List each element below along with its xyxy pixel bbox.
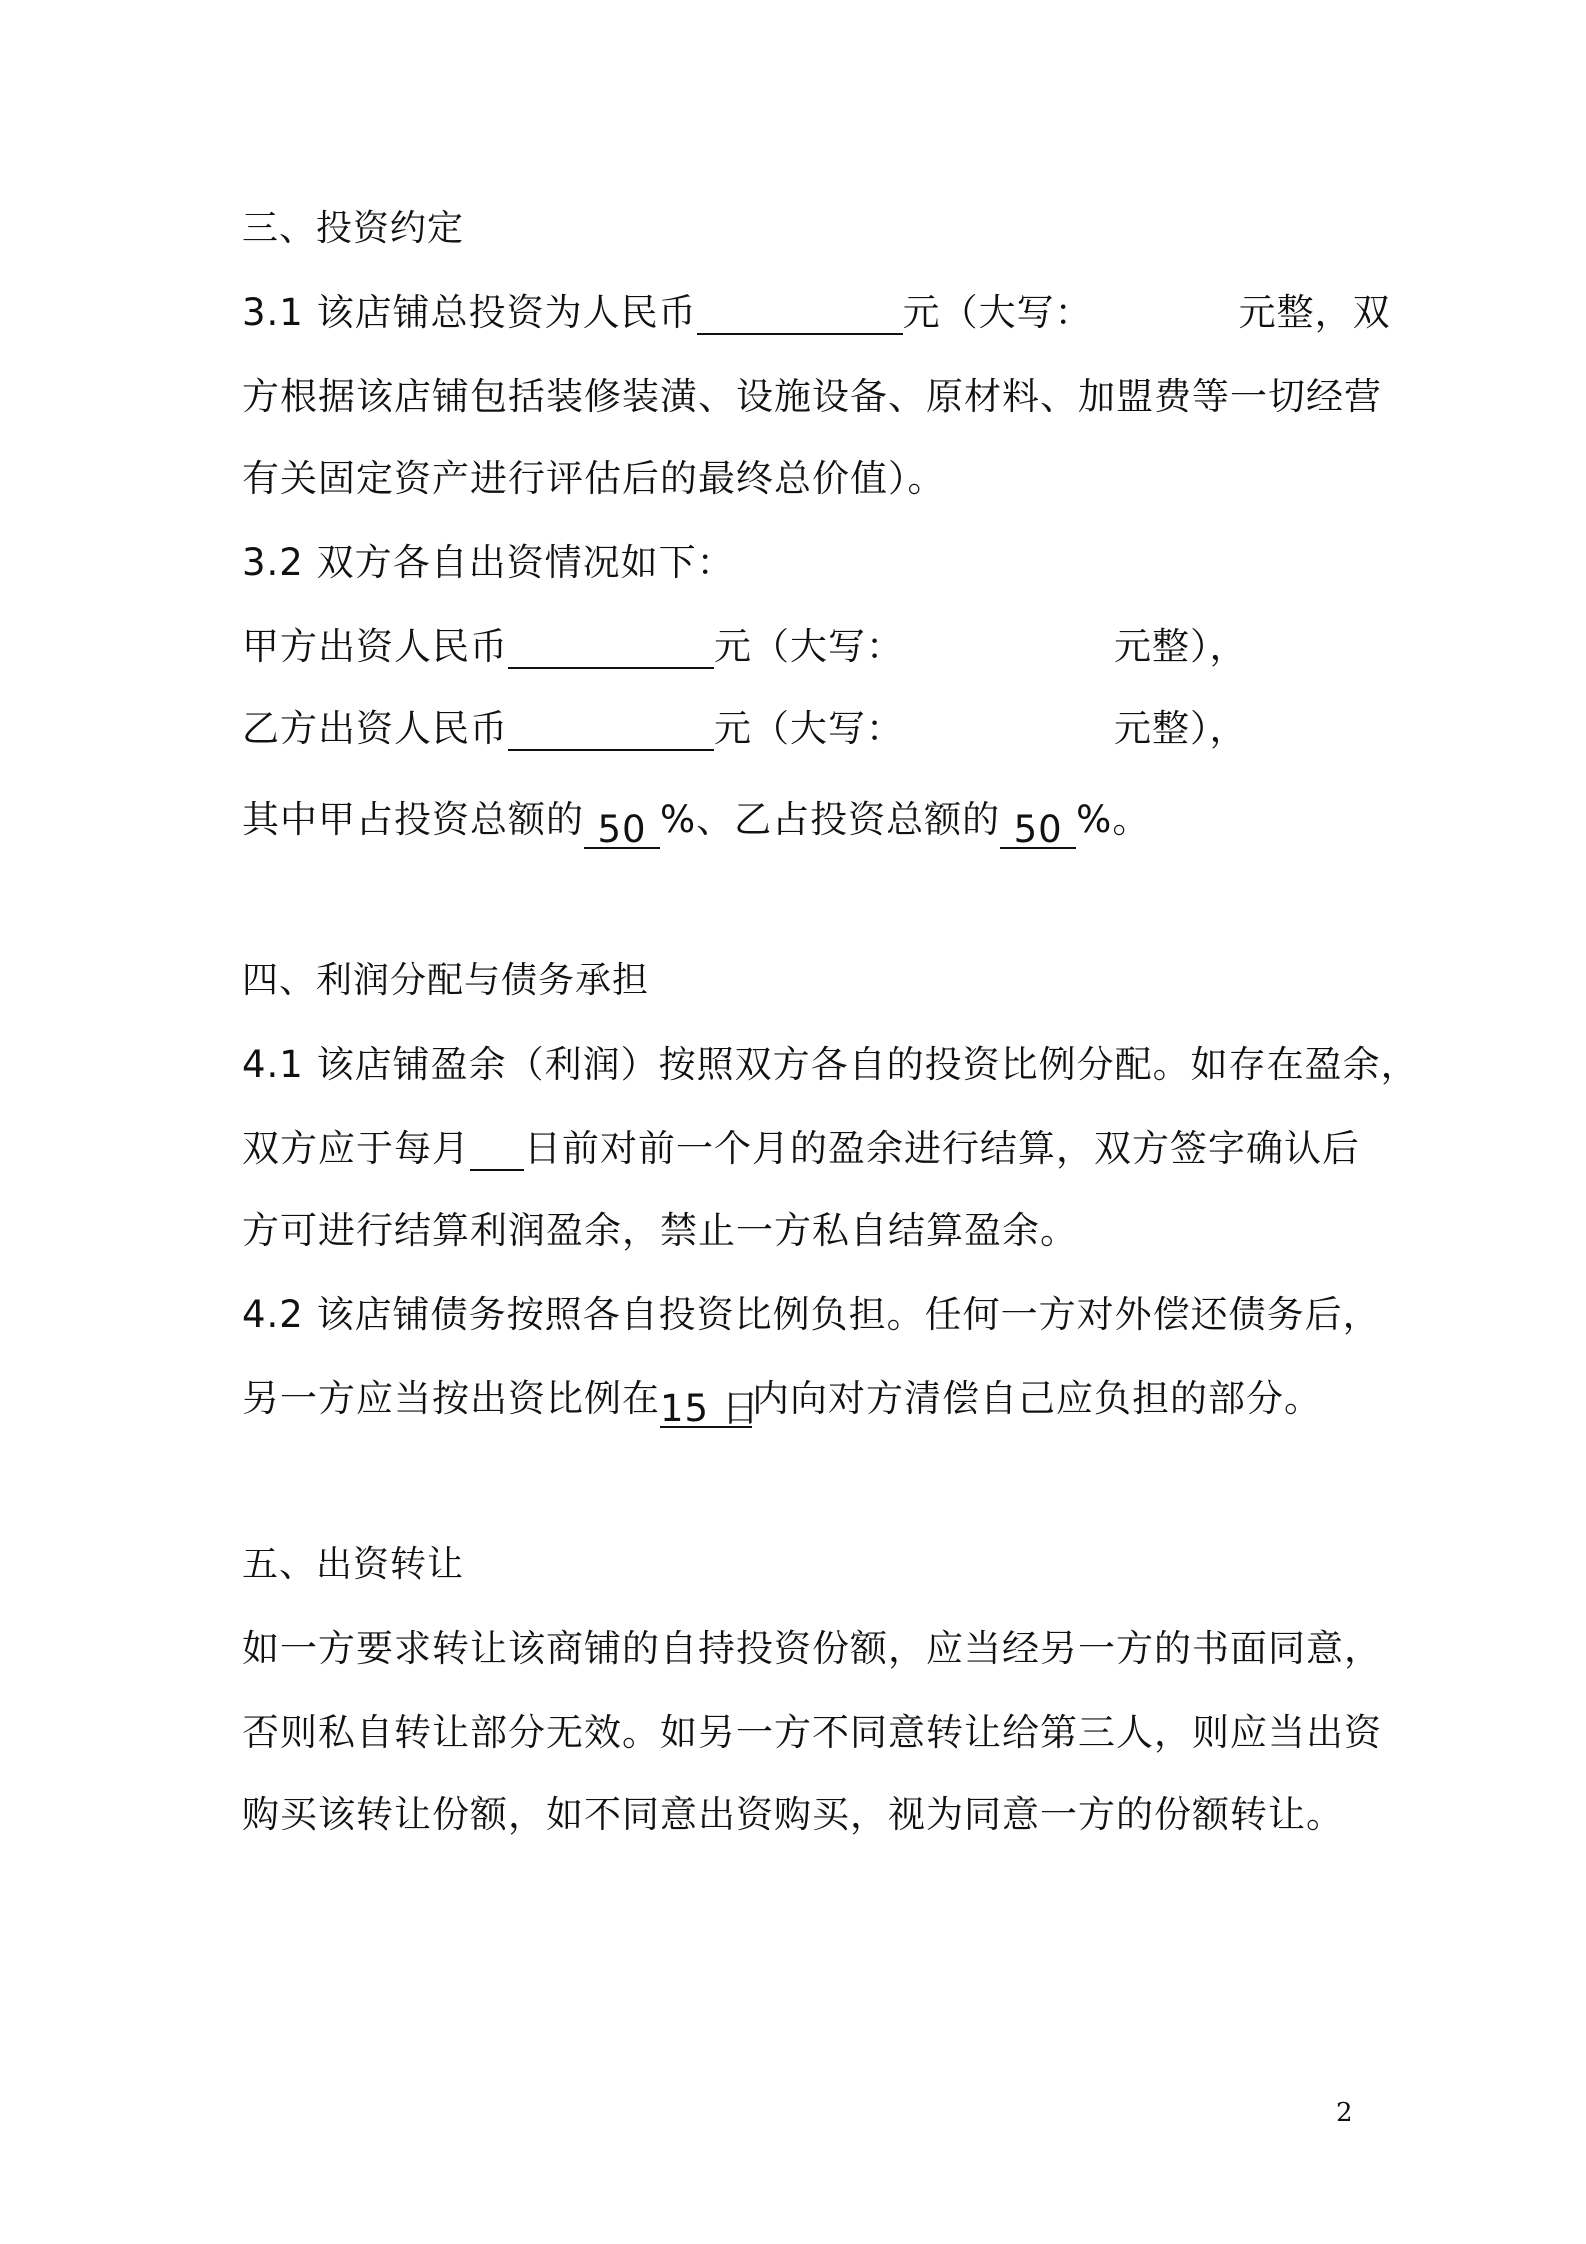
clause-4-2-line-1: 4.2 该店铺债务按照各自投资比例负担。任何一方对外偿还债务后， [242,1293,1381,1336]
share-text-b: %、乙占投资总额的 [660,798,1001,841]
clause-3-1-line-2: 方根据该店铺包括装修装潢、设施设备、原材料、加盟费等一切经营 [242,375,1382,418]
clause-4-1-line-3: 方可进行结算利润盈余，禁止一方私自结算盈余。 [242,1209,1078,1252]
party-a-contribution-line [242,622,1248,672]
party-b-text-c: 元整）， [1114,707,1248,750]
section-5-line-2: 否则私自转让部分无效。如另一方不同意转让给第三人，则应当出资 [242,1711,1382,1754]
party-b-share-value: 50 [1000,805,1076,849]
clause-3-2-intro: 3.2 双方各自出资情况如下： [242,541,735,584]
share-text-c: %。 [1076,798,1151,841]
section-5-line-1: 如一方要求转让该商铺的自持投资份额，应当经另一方的书面同意， [242,1627,1382,1670]
party-a-text-a: 甲方出资人民币 [242,625,508,668]
party-b-text-b: 元（大写： [714,707,904,750]
investment-share-line [242,795,1150,849]
clause-3-1-text-c: 元整，双 [1238,291,1391,334]
party-a-share-value: 50 [584,805,660,849]
repayment-days-value: 15 日 [660,1384,752,1428]
clause-4-2-text-a: 另一方应当按出资比例在 [242,1377,660,1420]
share-text-a: 其中甲占投资总额的 [242,798,584,841]
section-5-line-3: 购买该转让份额，如不同意出资购买，视为同意一方的份额转让。 [242,1793,1344,1836]
clause-4-1-text-a: 双方应于每月 [242,1127,470,1170]
page-number: 2 [1336,2098,1353,2128]
clause-4-2-line-2 [242,1374,1322,1428]
party-b-amount-blank [508,707,714,751]
clause-3-1-line-1 [242,288,1391,338]
party-a-text-b: 元（大写： [714,625,904,668]
party-a-text-c: 元整）， [1114,625,1248,668]
clause-4-2-text-b: 内向对方清偿自己应负担的部分。 [752,1377,1322,1420]
section-heading-4: 四、利润分配与债务承担 [242,960,650,1001]
clause-4-1-text-b: 日前对前一个月的盈余进行结算，双方签字确认后 [524,1127,1360,1170]
total-investment-blank [697,291,903,335]
section-heading-5: 五、出资转让 [242,1544,465,1585]
clause-3-1-text-b: 元（大写： [902,291,1093,334]
party-b-text-a: 乙方出资人民币 [242,707,508,750]
clause-4-1-line-1: 4.1 该店铺盈余（利润）按照双方各自的投资比例分配。如存在盈余， [242,1043,1419,1086]
section-heading-3: 三、投资约定 [242,208,465,249]
party-a-amount-blank [508,625,714,669]
party-b-contribution-line [242,704,1248,754]
clause-4-1-line-2 [242,1124,1360,1174]
settlement-day-blank [470,1127,524,1171]
clause-3-1-line-3: 有关固定资产进行评估后的最终总价值）。 [242,457,946,500]
clause-3-1-text-a: 3.1 该店铺总投资为人民币 [242,291,697,334]
